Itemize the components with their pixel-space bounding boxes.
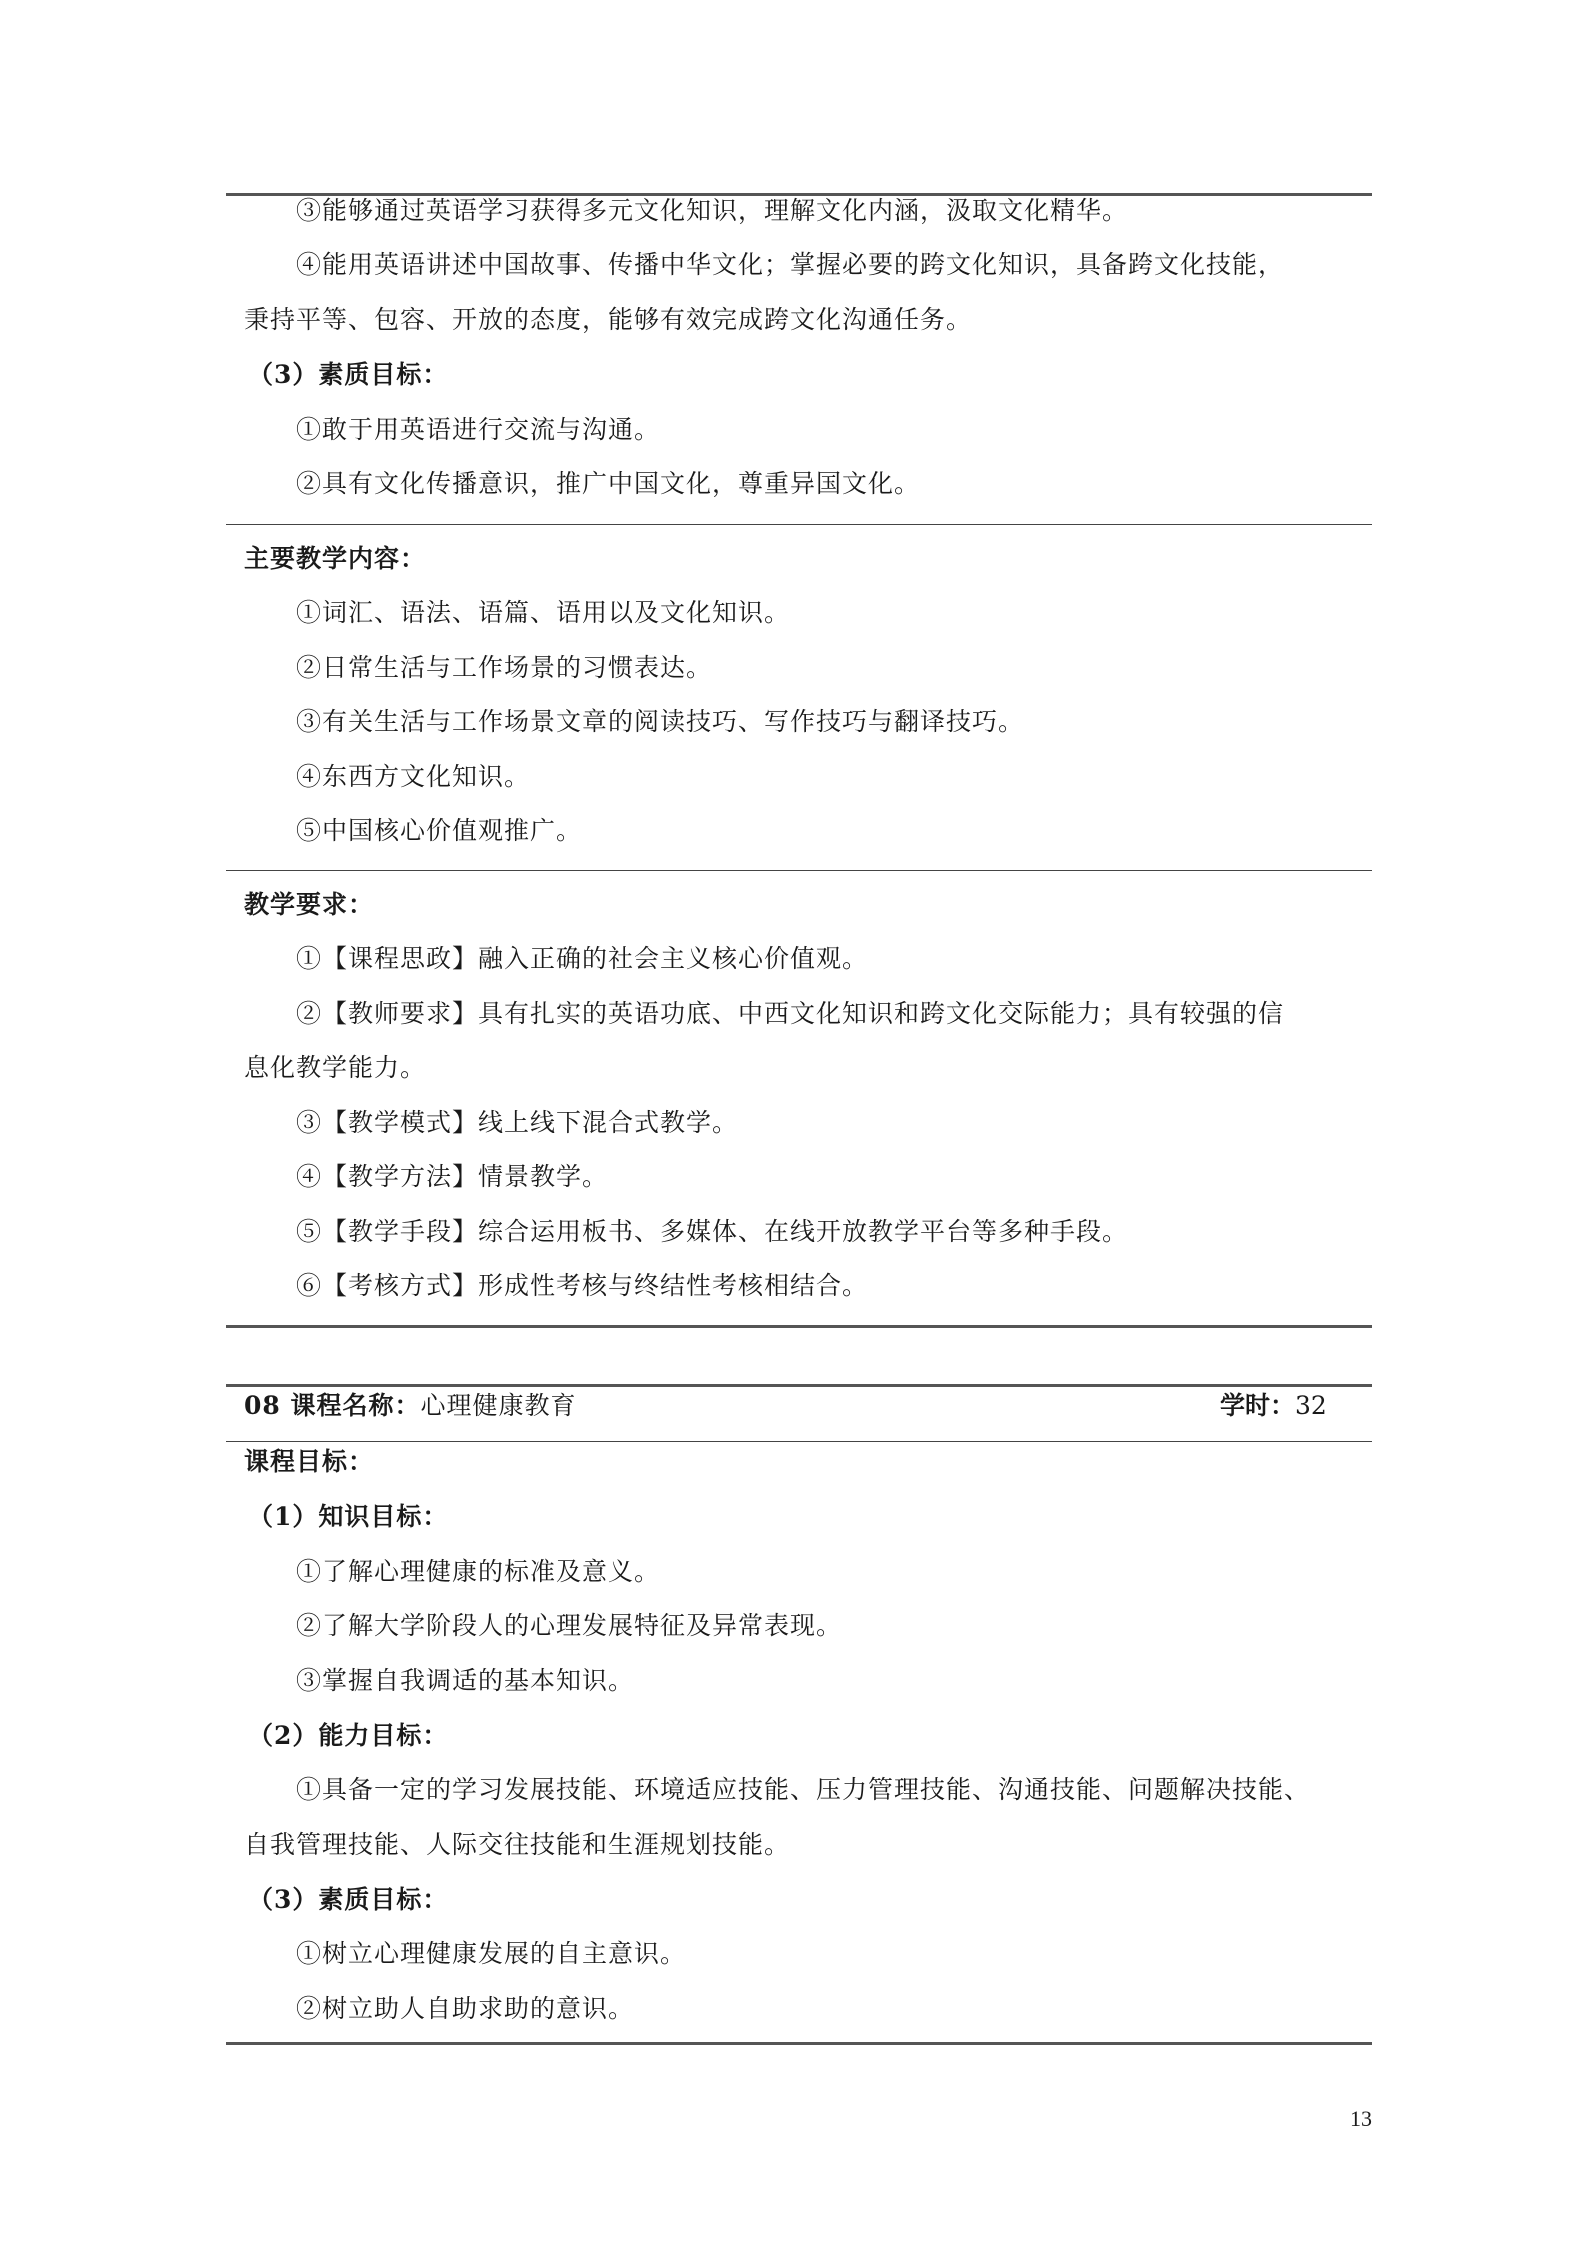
list-item: ②具有文化传播意识，推广中国文化，尊重异国文化。 (296, 469, 921, 498)
course-hours-label: 学时： (1220, 1391, 1296, 1420)
requirements-heading: 教学要求： (244, 890, 375, 919)
list-item: ②树立助人自助求助的意识。 (296, 1994, 635, 2023)
course-hours (1220, 1391, 1327, 1421)
list-item: ⑥【考核方式】形成性考核与终结性考核相结合。 (296, 1271, 869, 1300)
goals-heading: 课程目标： (244, 1447, 375, 1476)
list-item: ③【教学模式】线上线下混合式教学。 (296, 1108, 739, 1137)
table-top-rule (226, 1384, 1372, 1387)
ability-heading: （2）能力目标： (248, 1721, 449, 1750)
list-item: ⑤【教学手段】综合运用板书、多媒体、在线开放教学平台等多种手段。 (296, 1217, 1129, 1246)
knowledge-heading: （1）知识目标： (248, 1502, 449, 1531)
list-item: 息化教学能力。 (244, 1053, 427, 1082)
list-item: ④【教学方法】情景教学。 (296, 1162, 609, 1191)
table-bottom-rule (226, 1325, 1372, 1328)
course-title-row (244, 1391, 1364, 1421)
list-item: ③掌握自我调适的基本知识。 (296, 1666, 635, 1695)
list-item: ①【课程思政】融入正确的社会主义核心价值观。 (296, 944, 869, 973)
text-line: 秉持平等、包容、开放的态度，能够有效完成跨文化沟通任务。 (244, 305, 973, 334)
list-item: ①具备一定的学习发展技能、环境适应技能、压力管理技能、沟通技能、问题解决技能、 (296, 1775, 1311, 1804)
list-item: ①树立心理健康发展的自主意识。 (296, 1939, 687, 1968)
quality-heading: （3）素质目标： (248, 360, 449, 389)
text-line: ③能够通过英语学习获得多元文化知识，理解文化内涵，汲取文化精华。 (296, 196, 1129, 225)
course-hours-value: 32 (1295, 1391, 1327, 1420)
list-item: ②日常生活与工作场景的习惯表达。 (296, 653, 713, 682)
list-item: ②了解大学阶段人的心理发展特征及异常表现。 (296, 1611, 843, 1640)
list-item: ①敢于用英语进行交流与沟通。 (296, 415, 661, 444)
text-line: ④能用英语讲述中国故事、传播中华文化；掌握必要的跨文化知识，具备跨文化技能， (296, 250, 1285, 279)
course-title-value: 心理健康教育 (420, 1391, 577, 1420)
content-heading: 主要教学内容： (244, 544, 427, 573)
course-title-label: 08 课程名称： (244, 1391, 421, 1420)
list-item: ①词汇、语法、语篇、语用以及文化知识。 (296, 598, 791, 627)
table-bottom-rule (226, 2042, 1372, 2045)
list-item: ③有关生活与工作场景文章的阅读技巧、写作技巧与翻译技巧。 (296, 707, 1025, 736)
list-item: ②【教师要求】具有扎实的英语功底、中西文化知识和跨文化交际能力；具有较强的信 (296, 999, 1285, 1028)
section-divider (226, 524, 1372, 525)
quality-heading: （3）素质目标： (248, 1885, 449, 1914)
page-number: 13 (1350, 2106, 1372, 2131)
section-divider (226, 1441, 1372, 1442)
list-item: 自我管理技能、人际交往技能和生涯规划技能。 (244, 1830, 791, 1859)
list-item: ⑤中国核心价值观推广。 (296, 816, 583, 845)
section-divider (226, 870, 1372, 871)
list-item: ④东西方文化知识。 (296, 762, 531, 791)
list-item: ①了解心理健康的标准及意义。 (296, 1557, 661, 1586)
